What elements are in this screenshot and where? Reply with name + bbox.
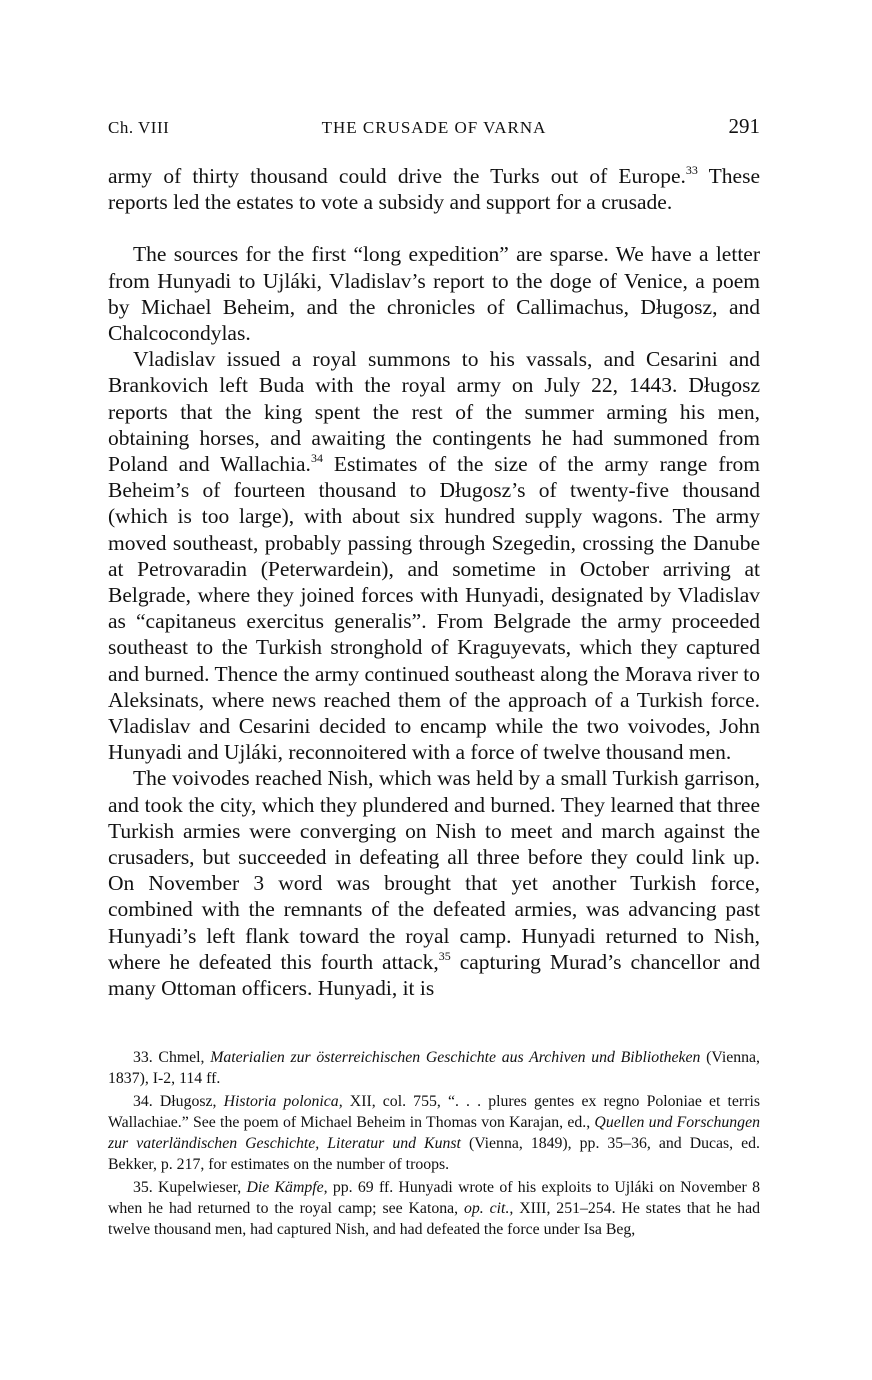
text-run: Estimates of the size of the army range from Beheim’s of fourteen thousand to Długosz’s of twenty-five thousand (which is too large), with about six hundred supply wagons. The army moved southeast, probably passing through Szegedin, crossing the Danube at Petrovaradin (Peterwardein), and sometime in October arriving at Belgrade, where they joined forces with Hunyadi, designated by Vladislav as “capitaneus exercitus generalis”. From Belgrade the army proceeded southeast to the Turkish stronghold of Kraguyevats, which they captured and burned. Thence the army continued southeast along the Morava river to Aleksinats, where news reached them of the approach of a Turkish force. Vladislav and Cesarini decided to encamp while the two voivodes, John Hunyadi and Ujláki, reconnoitered with a force of twelve thousand men. <box>108 452 760 765</box>
page-number: 291 <box>728 114 760 138</box>
italic-title: op. cit., <box>464 1200 514 1217</box>
chapter-label: Ch. VIII <box>108 118 170 137</box>
text-run: army of thirty thousand could drive the Turks out of Europe. <box>108 164 686 188</box>
footnote <box>108 1091 760 1175</box>
text-run: Vladislav issued a royal summons to his vassals, and Cesarini and Brankovich left Buda with the royal army on July 22, 1443. Długosz reports that the king spent the rest of the summer arming his men, obtaining horses, and awaiting the contingents he had summoned from Poland and Wallachia. <box>108 347 760 477</box>
text-run: 35. Kupelwieser, <box>133 1179 247 1196</box>
text-run: The voivodes reached Nish, which was held by a small Turkish garrison, and took the city, which they plundered and burned. They learned that three Turkish armies were converging on Nish to meet and march against the crusaders, but succeeded in defeating all three before they could link up. On November 3 word was brought that yet another Turkish force, combined with the remnants of the defeated armies, was advancing past Hunyadi’s left flank toward the royal camp. Hunyadi returned to Nish, where he defeated this fourth attack, <box>108 766 760 974</box>
text-run: pp. 69 ff. Hunyadi wrote of his exploits to Ujláki on November 8 when he had returned to the royal camp; see Katona, <box>108 1179 760 1217</box>
text-run: (Vienna, 1849), pp. 35–36, and Ducas, ed. Bekker, p. 217, for estimates on the number of troops. <box>108 1135 760 1173</box>
text-run: (Vienna, 1837), I-2, 114 ff. <box>108 1049 760 1087</box>
text-run: capturing Murad’s chancellor and many Ottoman officers. Hunyadi, it is <box>108 949 760 1001</box>
text-run: The sources for the first “long expedition” are sparse. We have a letter from Hunyadi to Ujláki, Vladislav’s report to the doge of Venice, a poem by Michael Beheim, and the chronicles of Callimachus, Długosz, and Chalcocondylas. <box>108 242 760 346</box>
text-run: 34. Długosz, <box>133 1093 224 1110</box>
text-run: XII, col. 755, “. . . plures gentes ex regno Poloniae et terris Wallachiae.” See the poem of Michael Beheim in Thomas von Karajan, ed., <box>108 1093 760 1131</box>
italic-title: Historia polonica, <box>223 1093 343 1110</box>
italic-title: Quellen und Forschungen zur vaterländischen Geschichte, Literatur und Kunst <box>108 1114 760 1152</box>
running-title: THE CRUSADE OF VARNA <box>321 118 547 137</box>
text-run: 33. Chmel, <box>133 1049 211 1066</box>
footnotes <box>108 1047 760 1242</box>
paragraph <box>108 346 760 765</box>
footnote-ref: 35 <box>438 948 451 963</box>
footnote <box>108 1047 760 1089</box>
italic-title: Die Kämpfe, <box>246 1179 328 1196</box>
body-text <box>108 163 760 1001</box>
footnote-ref: 33 <box>685 163 698 177</box>
paragraph <box>108 765 760 1001</box>
footnote <box>108 1177 760 1240</box>
italic-title: Materialien zur österreichischen Geschichte aus Archiven und Bibliotheken <box>210 1049 701 1066</box>
footnote-ref: 34 <box>310 451 323 466</box>
text-run: These reports led the estates to vote a subsidy and support for a crusade. <box>108 164 760 215</box>
paragraph <box>108 241 760 346</box>
text-run: XIII, 251–254. He states that he had twelve thousand men, had captured Nish, and had defeated the force under Isa Beg, <box>108 1200 760 1238</box>
paragraph <box>108 163 760 215</box>
running-head <box>108 114 760 144</box>
